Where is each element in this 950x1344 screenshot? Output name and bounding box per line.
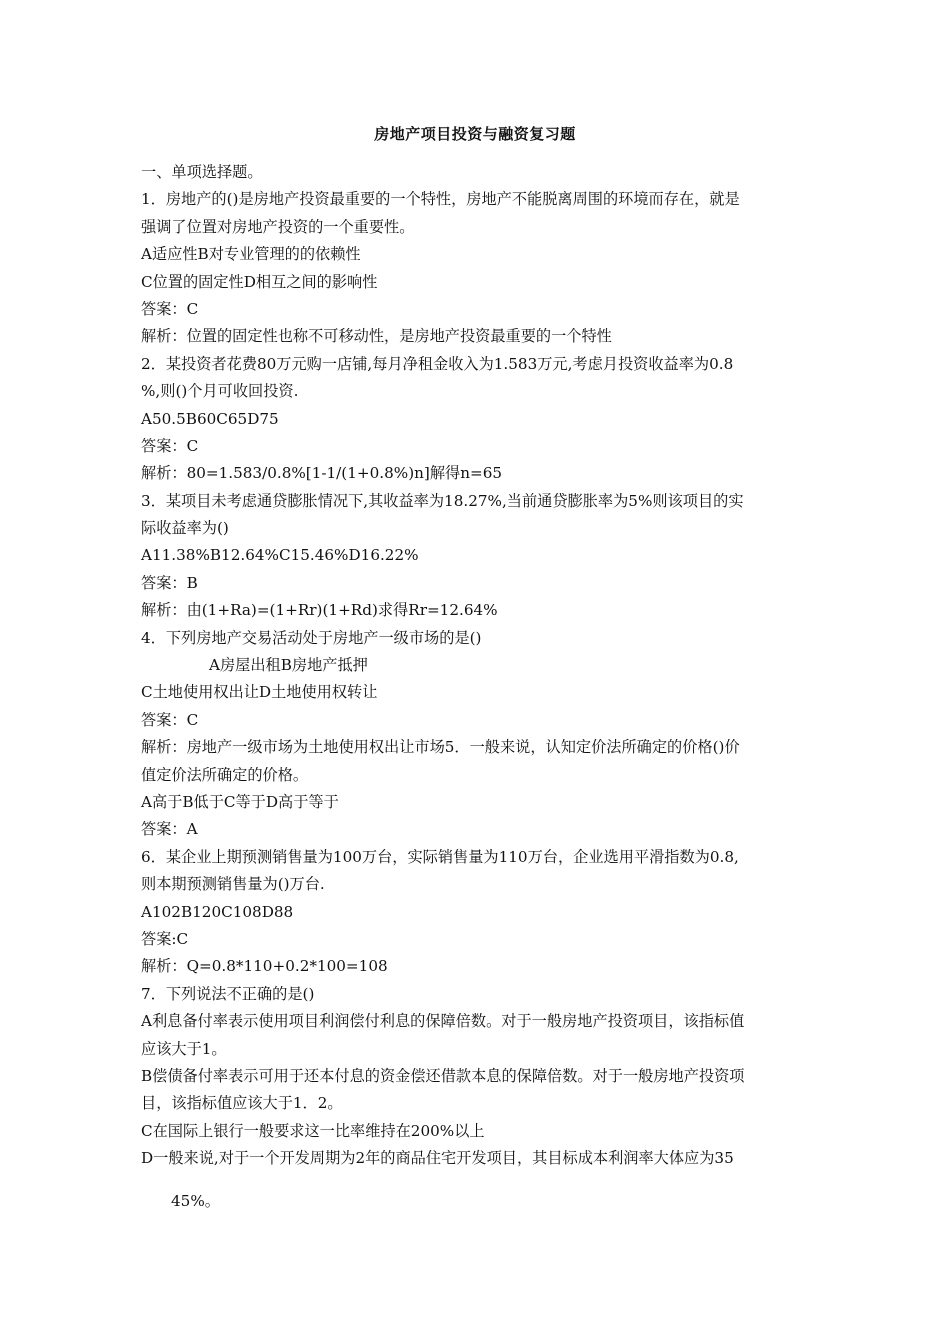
question-4-options-ab: A房屋出租B房地产抵押 (209, 656, 368, 675)
question-6-stem-line-2: 则本期预测销售量为()万台. (141, 875, 325, 894)
question-7-option-b-line-2: 目，该指标值应该大于1．2。 (141, 1094, 343, 1113)
question-6-answer: 答案:C (141, 929, 189, 948)
question-1-stem-line-1: 1．房地产的()是房地产投资最重要的一个特性，房地产不能脱离周围的环境而存在，就是 (141, 190, 740, 209)
question-6-options: A102B120C108D88 (141, 902, 294, 921)
question-4-answer: 答案：C (141, 710, 199, 729)
question-7-option-a-line-1: A利息备付率表示使用项目利润偿付利息的保障倍数。对于一般房地产投资项目，该指标值 (141, 1012, 745, 1031)
question-2-analysis: 解析：80=1.583/0.8%[1-1/(1+0.8%)n]解得n=65 (141, 464, 503, 483)
question-1-options-cd: C位置的固定性D相互之间的影响性 (141, 272, 378, 291)
document-title: 房地产项目投资与融资复习题 (374, 125, 576, 143)
question-2-answer: 答案：C (141, 436, 199, 455)
question-5-answer: 答案：A (141, 820, 198, 839)
question-6-stem-line-1: 6．某企业上期预测销售量为100万台，实际销售量为110万台，企业选用平滑指数为0.8, (141, 847, 739, 866)
question-4-options-cd: C土地使用权出让D土地使用权转让 (141, 683, 378, 702)
question-3-analysis: 解析：由(1+Ra)=(1+Rr)(1+Rd)求得Rr=12.64% (141, 601, 498, 620)
question-1-answer: 答案：C (141, 299, 199, 318)
question-7-option-d-line-2: 45%。 (171, 1192, 220, 1211)
question-4-analysis-and-question-5-stem: 解析：房地产一级市场为土地使用权出让市场5．一般来说，认知定价法所确定的价格()价 (141, 738, 740, 757)
question-3-answer: 答案：B (141, 573, 198, 592)
question-7-option-d-line-1: D一般来说,对于一个开发周期为2年的商品住宅开发项目，其目标成本利润率大体应为35 (141, 1149, 734, 1168)
question-4-stem: 4．下列房地产交易活动处于房地产一级市场的是() (141, 628, 482, 647)
question-2-options: A50.5B60C65D75 (141, 409, 279, 428)
question-7-option-c: C在国际上银行一般要求这一比率维持在200%以上 (141, 1121, 485, 1140)
section-heading: 一、单项选择题。 (141, 163, 263, 181)
question-1-analysis: 解析：位置的固定性也称不可移动性，是房地产投资最重要的一个特性 (141, 327, 612, 346)
question-5-stem-line-2: 值定价法所确定的价格。 (141, 765, 309, 784)
question-1-options-ab: A适应性B对专业管理的的依赖性 (141, 245, 361, 264)
question-7-option-b-line-1: B偿债备付率表示可用于还本付息的资金偿还借款本息的保障倍数。对于一般房地产投资项 (141, 1066, 745, 1085)
question-5-options: A高于B低于C等于D高于等于 (141, 792, 339, 811)
question-3-stem-line-1: 3．某项目未考虑通贷膨胀情况下,其收益率为18.27%,当前通贷膨胀率为5%则该项目的实 (141, 491, 744, 510)
question-2-stem-line-1: 2．某投资者花费80万元购一店铺,每月净租金收入为1.583万元,考虑月投资收益率为0.8 (141, 354, 734, 373)
question-3-stem-line-2: 际收益率为() (141, 519, 229, 538)
document-body (141, 159, 821, 1216)
question-7-stem: 7．下列说法不正确的是() (141, 984, 315, 1003)
question-2-stem-line-2: %,则()个月可收回投资. (141, 382, 299, 401)
question-7-option-a-line-2: 应该大于1。 (141, 1039, 227, 1058)
question-6-analysis: 解析：Q=0.8*110+0.2*100=108 (141, 957, 388, 976)
question-3-options: A11.38%B12.64%C15.46%D16.22% (141, 546, 419, 565)
question-1-stem-line-2: 强调了位置对房地产投资的一个重要性。 (141, 217, 415, 236)
